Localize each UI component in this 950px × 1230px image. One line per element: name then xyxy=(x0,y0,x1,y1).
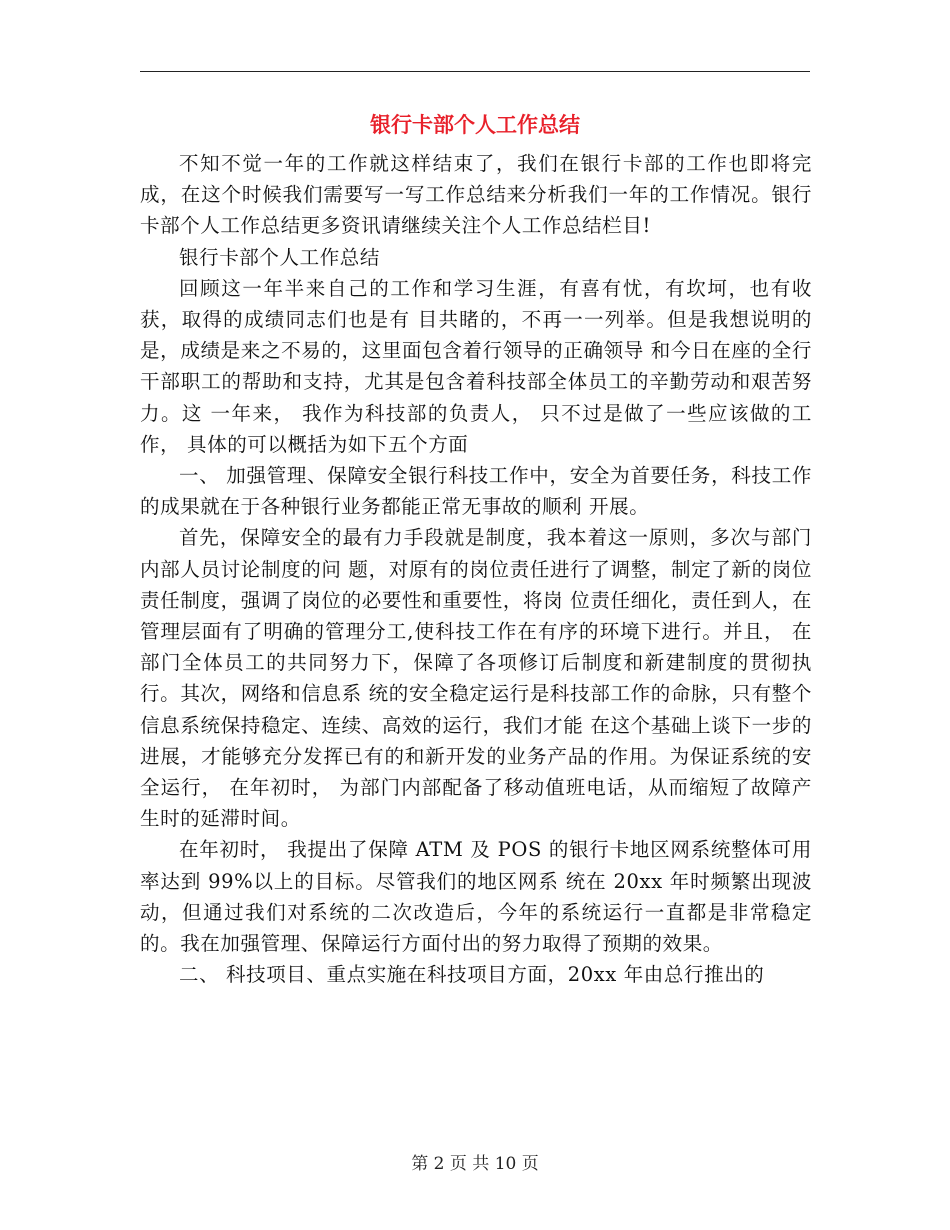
page-number-footer: 第 2 页 共 10 页 xyxy=(411,1154,539,1174)
paragraph-section-one: 一、 加强管理、保障安全银行科技工作中，安全为首要任务，科技工作的成果就在于各种银行业务都能正常无事故的顺利 开展。 xyxy=(140,464,812,519)
header-rule xyxy=(140,71,810,72)
paragraph-section-two: 二、 科技项目、重点实施在科技项目方面，20xx 年由总行推出的 xyxy=(179,963,765,987)
paragraph-atm-pos: 在年初时， 我提出了保障 ATM 及 POS 的银行卡地区网系统整体可用率达到 99%以上的目标。尽管我们的地区网系 统在 20xx 年时频繁出现波动，但通过我们对系统的二次改造后，今年的系统运行一直都是非常稳定 的。我在加强管理、保障运行方面付出的努力取得了预期的效果。 xyxy=(140,838,812,956)
document-title: 银行卡部个人工作总结 xyxy=(370,112,580,137)
paragraph-intro: 不知不觉一年的工作就这样结束了，我们在银行卡部的工作也即将完成，在这个时候我们需要写一写工作总结来分析我们一年的工作情况。银行卡部个人工作总结更多资讯请继续关注个人工作总结栏目! xyxy=(140,152,812,238)
paragraph-subtitle: 银行卡部个人工作总结 xyxy=(179,245,381,269)
document-body xyxy=(140,148,812,990)
paragraph-safety-system: 首先，保障安全的最有力手段就是制度，我本着这一原则，多次与部门内部人员讨论制度的问 题，对原有的岗位责任进行了调整，制定了新的岗位责任制度，强调了岗位的必要性和重要性，将岗 位责任细化，责任到人，在管理层面有了明确的管理分工,使科技工作在有序的环境下进行。并且， 在部门全体员工的共同努力下，保障了各项修订后制度和新建制度的贯彻执行。其次，网络和信息系 统的安全稳定运行是科技部工作的命脉，只有整个信息系统保持稳定、连续、高效的运行，我们才能 在这个基础上谈下一步的进展，才能够充分发挥已有的和新开发的业务产品的作用。为保证系统的安 全运行， 在年初时， 为部门内部配备了移动值班电话，从而缩短了故障产生时的延滞时间。 xyxy=(140,526,812,831)
paragraph-review: 回顾这一年半来自己的工作和学习生涯，有喜有忧，有坎坷，也有收获，取得的成绩同志们也是有 目共睹的，不再一一列举。但是我想说明的是，成绩是来之不易的，这里面包含着行领导的正确领导 和今日在座的全行干部职工的帮助和支持，尤其是包含着科技部全体员工的辛勤劳动和艰苦努力。这 一年来， 我作为科技部的负责人， 只不过是做了一些应该做的工作， 具体的可以概括为如下五个方面 xyxy=(140,276,812,456)
